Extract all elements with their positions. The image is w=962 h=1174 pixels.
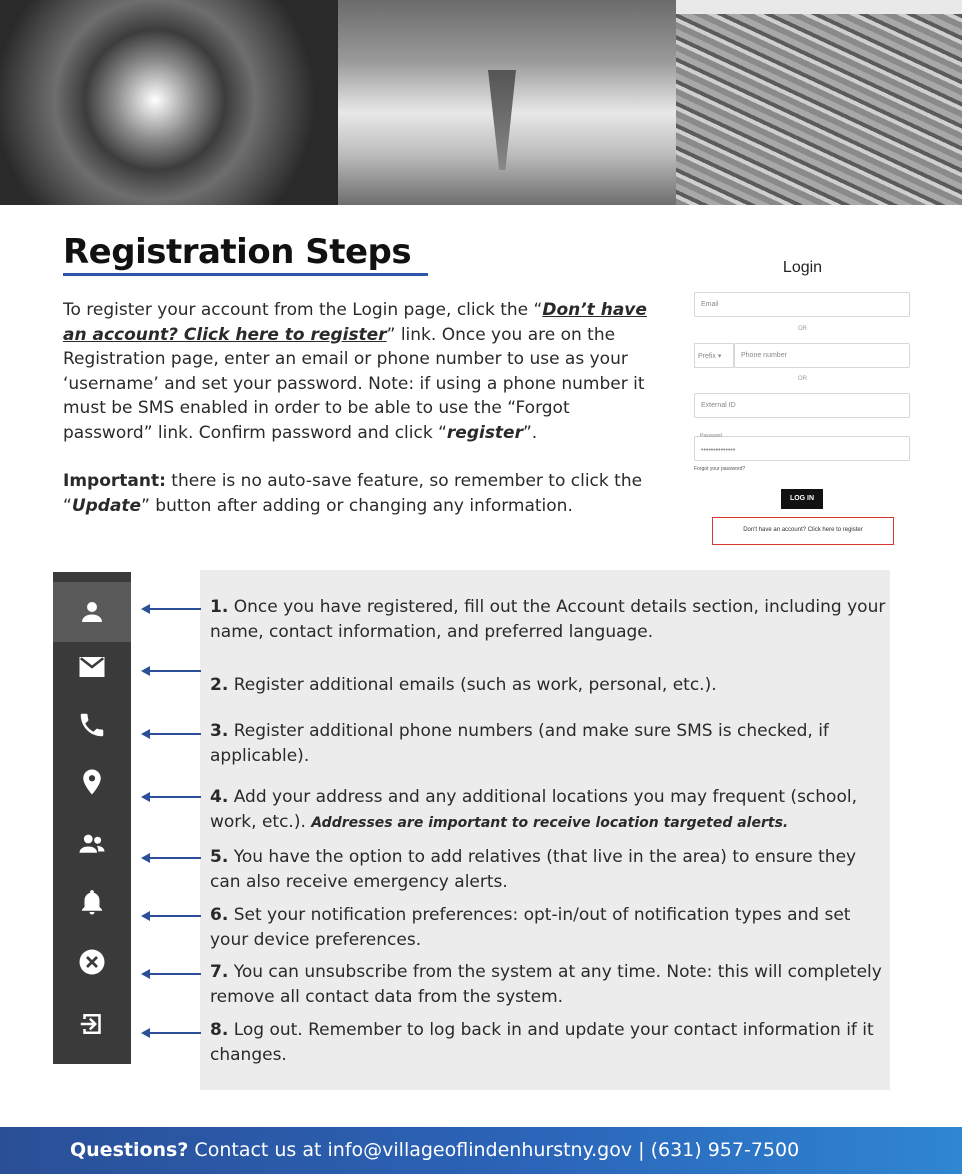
login-title: Login (782, 259, 823, 276)
footer-text: Questions? Contact us at info@villageoflindenhurstny.gov | (631) 957-7500 (70, 1139, 800, 1161)
email-field[interactable]: Email (694, 292, 910, 317)
intro-paragraph: To register your account from the Login page, click the “Don’t have an account? Click here to register” link. Once you are on the Registration page, enter an email or phone number to use as your ‘username’ and set your password. Note: if using a phone number it must be SMS enabled in order to be able to use the “Forgot password” link. Confirm password and click “register”. (63, 300, 647, 443)
arrow-step-3 (141, 725, 201, 737)
password-label: Password (700, 433, 722, 439)
step-4: 4. Add your address and any additional locations you may frequent (school, work, etc.). Addresses are important to receive location targeted alerts. (210, 787, 857, 832)
register-link-reference: Don’t have an account? Click here to register (63, 300, 647, 345)
tornado-photo (338, 0, 676, 205)
step-1: 1. Once you have registered, fill out the Account details section, including your name, contact information, and preferred language. (210, 597, 886, 642)
hurricane-photo (0, 0, 338, 205)
arrow-step-4 (141, 788, 201, 800)
login-button[interactable]: LOG IN (781, 489, 823, 509)
arrow-step-1 (141, 600, 201, 612)
title-underline (63, 273, 428, 276)
relatives-icon[interactable] (76, 828, 108, 860)
step-3: 3. Register additional phone numbers (and make sure SMS is checked, if applicable). (210, 721, 829, 766)
login-form-preview (690, 255, 915, 550)
close-circle-icon[interactable] (76, 946, 108, 978)
contact-footer (0, 1127, 962, 1174)
location-pin-icon[interactable] (76, 766, 108, 798)
flood-photo (676, 0, 962, 205)
phone-prefix-select[interactable]: Prefix ▾ (694, 343, 734, 368)
address-emphasis: Addresses are important to receive location targeted alerts. (311, 815, 789, 831)
step-5: 5. You have the option to add relatives (that live in the area) to ensure they can also receive emergency alerts. (210, 847, 857, 892)
disaster-photo-banner (0, 0, 962, 205)
arrow-step-2 (141, 662, 201, 674)
important-note: Important: there is no auto-save feature, so remember to click the “Update” button after adding or changing any information. (63, 471, 643, 516)
arrow-step-8 (141, 1024, 201, 1036)
logout-icon[interactable] (76, 1008, 108, 1040)
user-icon[interactable] (76, 596, 108, 628)
or-divider: OR (798, 376, 807, 382)
external-id-field[interactable]: External ID (694, 393, 910, 418)
register-link[interactable]: Don't have an account? Click here to register (712, 517, 894, 545)
step-8: 8. Log out. Remember to log back in and update your contact information if it changes. (210, 1020, 874, 1065)
intro-text (63, 298, 663, 518)
arrow-step-7 (141, 965, 201, 977)
forgot-password-link[interactable]: Forgot your password? (694, 466, 746, 472)
bell-icon[interactable] (76, 886, 108, 918)
contact-info[interactable]: Contact us at info@villageoflindenhurstny.gov | (631) 957-7500 (188, 1139, 800, 1161)
or-divider: OR (798, 326, 807, 332)
page-title: Registration Steps (63, 232, 412, 272)
account-sidebar (53, 572, 131, 1064)
phone-number-field[interactable]: Phone number (734, 343, 910, 368)
step-2: 2. Register additional emails (such as work, personal, etc.). (210, 675, 717, 695)
arrow-step-6 (141, 907, 201, 919)
step-7: 7. You can unsubscribe from the system at any time. Note: this will completely remove all contact data from the system. (210, 962, 882, 1007)
step-6: 6. Set your notification preferences: opt-in/out of notification types and set your device preferences. (210, 905, 851, 950)
phone-icon[interactable] (76, 709, 108, 741)
mail-icon[interactable] (76, 651, 108, 683)
arrow-step-5 (141, 849, 201, 861)
password-field[interactable]: •••••••••••••• (694, 436, 910, 461)
